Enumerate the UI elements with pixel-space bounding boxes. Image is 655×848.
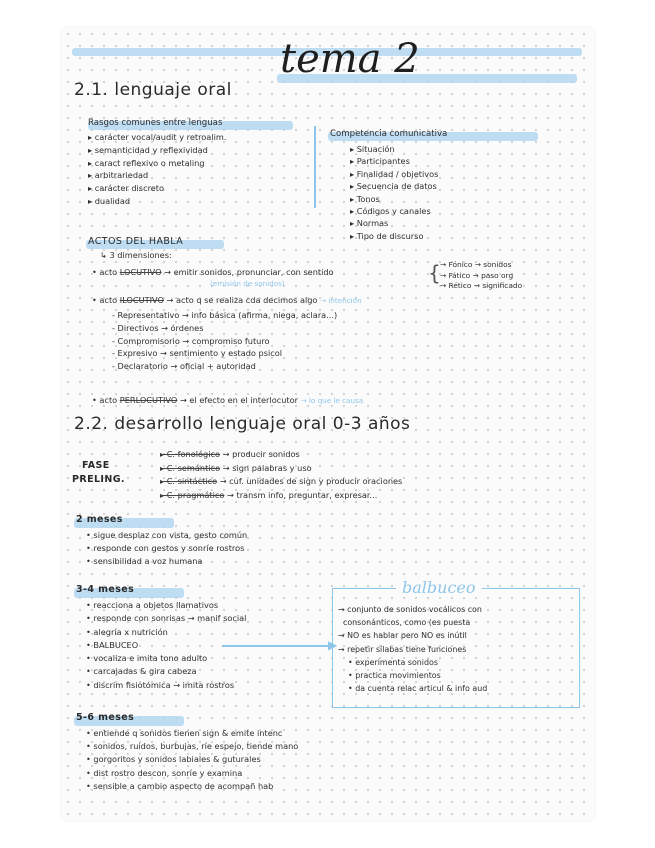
locutivo-line: [92, 267, 334, 277]
ilocutivo-line: [92, 295, 362, 305]
componente-term: ▸ C. fonológico: [160, 449, 220, 459]
list-item: - Compromisorio → compromiso futuro: [112, 335, 270, 346]
list-item: ▸ Secuencia de datos: [350, 181, 437, 192]
componente-term: ▸ C. pragmático: [160, 489, 225, 500]
list-item: - Declaratorio → oficial + autoridad: [112, 361, 256, 372]
list-item: • da cuenta relac articul & info aud: [338, 684, 488, 694]
list-item: - Representativo → info básica (afirma, niega, aclara...): [112, 310, 338, 320]
branch-item: → Fático → paso org: [440, 270, 514, 280]
list-item: • entiende q sonidos tienen sign & emite intenc: [86, 728, 283, 738]
fase-label: FASE: [82, 460, 110, 471]
arrow-line: [222, 645, 332, 647]
ilocutivo-term: ILOCUTIVO: [119, 295, 164, 305]
componentes-list: [160, 448, 402, 502]
list-item: • sensible a cambio aspecto de acompañ hab: [86, 780, 274, 791]
page-title: tema 2: [280, 36, 420, 82]
list-item: ▸ semanticidad y reflexividad: [88, 144, 208, 155]
list-item: ▸ caract reflexivo o metaling: [88, 157, 205, 168]
section-heading-2-2: 2.2. desarrollo lenguaje oral 0-3 años: [74, 414, 411, 434]
list-item: • experimenta sonidos: [338, 657, 438, 667]
list-item: ▸ Códigos y canales: [350, 206, 431, 217]
ilocutivo-text: → acto q se realiza cda decimos algo: [166, 295, 318, 305]
rasgos-list: [88, 131, 226, 208]
componente-item: [160, 475, 402, 489]
list-item: consonánticos, como (es puesta: [338, 618, 471, 628]
arrow-head-icon: ▶: [328, 638, 338, 652]
list-item: • carcajadas & gira cabeza: [86, 666, 197, 677]
locutivo-text: → emitir sonidos, pronunciar, con sentido: [164, 267, 334, 277]
competencia-list: [350, 143, 438, 242]
list-item: - Directivos → órdenes: [112, 322, 204, 333]
list-item: • practica movimientos: [338, 671, 441, 681]
column-divider: [314, 126, 316, 208]
list-item: ▸ Tonos: [350, 193, 380, 204]
competencia-title: Competencia comunicativa: [330, 129, 448, 139]
componente-item: [160, 462, 402, 476]
m2-list: [86, 529, 247, 568]
perlocutivo-text: → el efecto en el interlocutor: [179, 395, 298, 405]
list-item: • BALBUCEO: [86, 639, 139, 650]
dimensiones-label: ↳ 3 dimensiones:: [100, 250, 172, 260]
list-item: • alegría x nutrición: [86, 626, 168, 637]
componente-term: ▸ C. sintáctico: [160, 476, 218, 486]
rasgos-title: Rasgos comunes entre lenguas: [88, 118, 223, 128]
balbuceo-title: balbuceo: [402, 578, 476, 597]
list-item: ▸ Participantes: [350, 156, 410, 167]
balbuceo-list: [338, 603, 487, 695]
perlocutivo-line: [92, 395, 363, 405]
list-item: • gorgoritos y sonidos labiales & guturales: [86, 754, 261, 765]
list-item: • responde con sonrisas → manif social: [86, 613, 247, 624]
branch-item: → Fónico → sonidos: [440, 260, 512, 269]
list-item: ▸ Situación: [350, 144, 395, 154]
preling-label: PRELING.: [72, 474, 125, 485]
list-item: ▸ carácter discreto: [88, 183, 165, 194]
list-item: ▸ Finalidad / objetivos: [350, 168, 439, 179]
list-item: • discrim fisiotómica → imita rostros: [86, 679, 235, 690]
componente-term: ▸ C. semántico: [160, 462, 221, 473]
balbuceo-title-wrap: [396, 578, 482, 597]
locutivo-term: LOCUTIVO: [119, 267, 162, 277]
list-item: • sonidos, ruidos, burbujas, ríe espejo, tiende mano: [86, 741, 299, 752]
ilocutivo-prefix: • acto: [92, 295, 118, 305]
m2-title: 2 meses: [76, 514, 123, 525]
list-item: ▸ Tipo de discurso: [350, 230, 424, 241]
componente-text: → transm info, preguntar, expresar...: [227, 489, 378, 500]
locutivo-prefix: • acto: [92, 267, 118, 277]
list-item: • sigue desplaz con vista, gesto común: [86, 530, 248, 540]
list-item: • responde con gestos y sonríe rostros: [86, 543, 245, 553]
locutivo-note: (emisión de sonidos): [210, 279, 285, 288]
componente-text: → sign palabras y uso: [222, 462, 312, 473]
componente-item: [160, 489, 402, 503]
perlocutivo-note: → lo que le causa: [300, 396, 364, 405]
list-item: → repetir sílabas tiene funciones: [338, 644, 467, 654]
ilocutivo-note: → intención: [320, 296, 362, 305]
list-item: → NO es hablar pero NO es inútil: [338, 631, 467, 641]
locutivo-branches: [440, 260, 522, 292]
list-item: ▸ carácter vocal/audit y retroalim.: [88, 132, 227, 142]
list-item: • vocaliza e imita tono adulto: [86, 653, 208, 664]
branch-item: → Rético → significado: [440, 281, 523, 290]
list-item: • dist rostro descon, sonríe y examina: [86, 767, 243, 778]
section-heading-2-1: 2.1. lenguaje oral: [74, 80, 232, 100]
notebook-page: [62, 28, 594, 820]
brace-icon: {: [428, 261, 441, 285]
m56-list: [86, 727, 298, 793]
list-item: ▸ arbitrariedad: [88, 170, 149, 181]
perlocutivo-term: PERLOCUTIVO: [119, 395, 178, 405]
componente-item: [160, 448, 402, 462]
list-item: • reacciona a objetos llamativos: [86, 600, 219, 610]
componente-text: → producir sonidos: [222, 449, 300, 459]
list-item: • sensibilidad a voz humana: [86, 556, 203, 566]
m56-title: 5-6 meses: [76, 712, 135, 723]
m34-title: 3-4 meses: [76, 584, 135, 595]
componente-text: → cuf. unidades de sign y producir oraciones: [219, 476, 403, 486]
ilocutivo-list: [112, 309, 337, 373]
list-item: ▸ dualidad: [88, 195, 131, 206]
list-item: - Expresivo → sentimiento y estado psicol: [112, 348, 283, 359]
list-item: ▸ Normas: [350, 218, 389, 229]
list-item: → conjunto de sonidos vocálicos con: [338, 605, 482, 614]
actos-title: ACTOS DEL HABLA: [88, 236, 184, 247]
perlocutivo-prefix: • acto: [92, 395, 118, 405]
